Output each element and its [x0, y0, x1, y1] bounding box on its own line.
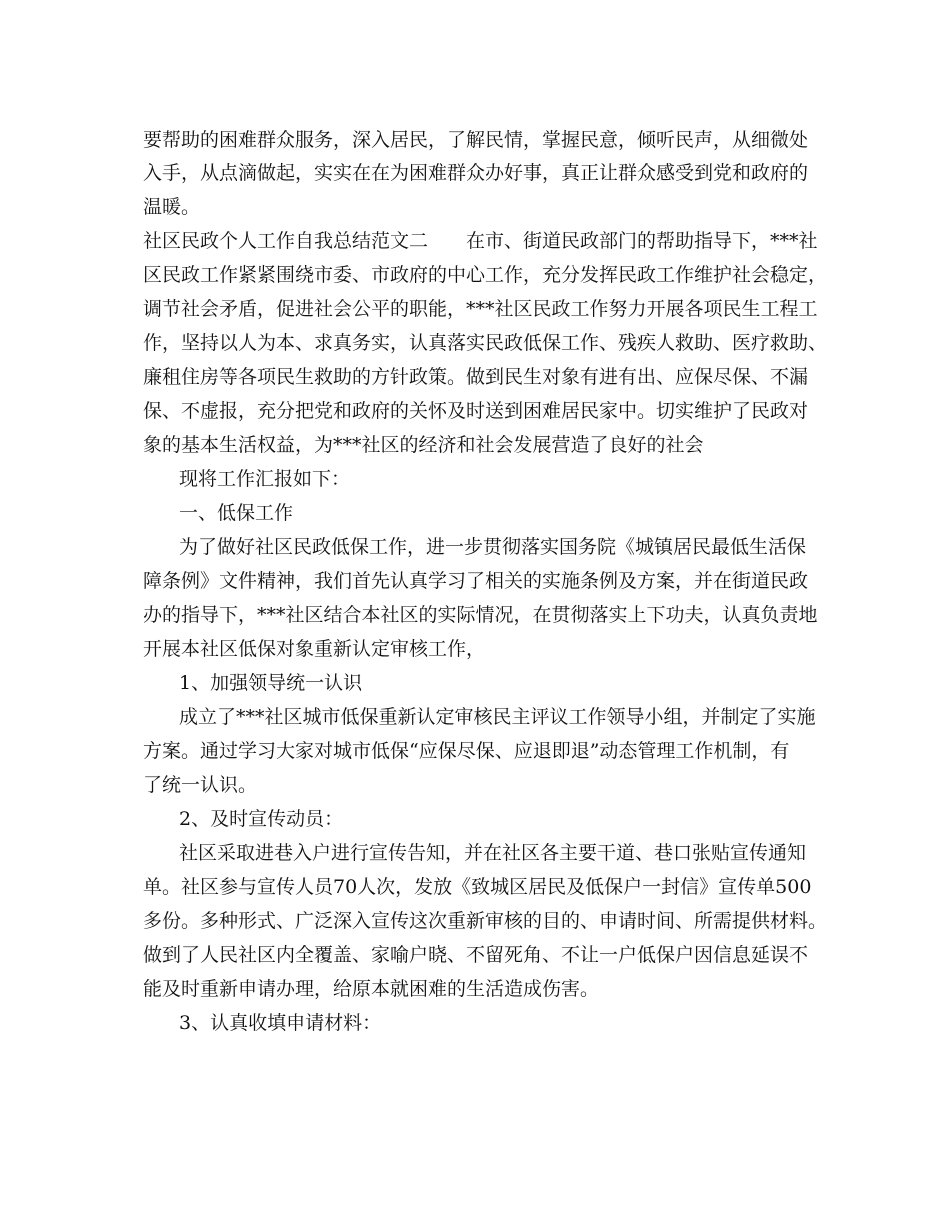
text-line: 区民政工作紧紧围绕市委、市政府的中心工作，充分发挥民政工作维护社会稳定，	[143, 264, 828, 286]
text-line: 能及时重新申请办理，给原本就困难的生活造成伤害。	[143, 978, 600, 1000]
text-line: 障条例》文件精神，我们首先认真学习了相关的实施条例及方案，并在街道民政	[143, 570, 809, 592]
paragraph-start: 成立了***社区城市低保重新认定审核民主评议工作领导小组，并制定了实施	[179, 706, 816, 728]
paragraph-start: 社区采取进巷入户进行宣传告知，并在社区各主要干道、巷口张贴宣传通知	[179, 842, 807, 864]
section-heading-line: 社区民政个人工作自我总结范文二 在市、街道民政部门的帮助指导下，***社	[143, 230, 818, 252]
text-line: 做到了人民社区内全覆盖、家喻户晓、不留死角、不让一户低保户因信息延误不	[143, 944, 809, 966]
paragraph-start: 为了做好社区民政低保工作，进一步贯彻落实国务院《城镇居民最低生活保	[179, 536, 807, 558]
text-line: 入手，从点滴做起，实实在在为困难群众办好事，真正让群众感受到党和政府的	[143, 162, 809, 184]
subsection-heading: 1、加强领导统一认识	[179, 672, 363, 694]
text-line: 单。社区参与宣传人员70人次，发放《致城区居民及低保户一封信》宣传单500	[143, 876, 812, 898]
text-line: 要帮助的困难群众服务，深入居民，了解民情，掌握民意，倾听民声，从细微处	[143, 129, 809, 151]
text-line: 保、不虚报，充分把党和政府的关怀及时送到困难居民家中。切实维护了民政对	[143, 400, 809, 422]
subsection-heading: 2、及时宣传动员：	[179, 808, 344, 830]
section-heading: 一、低保工作	[179, 502, 294, 524]
text-line: 廉租住房等各项民生救助的方针政策。做到民生对象有进有出、应保尽保、不漏	[143, 366, 809, 388]
text-line: 开展本社区低保对象重新认定审核工作，	[143, 638, 486, 660]
text-line: 调节社会矛盾，促进社会公平的职能，***社区民政工作努力开展各项民生工程工	[143, 298, 818, 320]
text-line: 作，坚持以人为本、求真务实，认真落实民政低保工作、残疾人救助、医疗救助、	[143, 332, 828, 354]
text-line: 多份。多种形式、广泛深入宣传这次重新审核的目的、申请时间、所需提供材料。	[143, 910, 828, 932]
text-line: 办的指导下，***社区结合本社区的实际情况，在贯彻落实上下功夫，认真负责地	[143, 604, 818, 626]
text-line: 了统一认识。	[143, 774, 258, 796]
text-line: 温暖。	[143, 196, 201, 218]
text-line: 象的基本生活权益，为***社区的经济和社会发展营造了良好的社会	[143, 434, 704, 456]
text-line: 现将工作汇报如下：	[179, 468, 351, 490]
text-line: 方案。通过学习大家对城市低保“应保尽保、应退即退”动态管理工作机制，有	[143, 740, 790, 762]
subsection-heading: 3、认真收填申请材料：	[179, 1012, 382, 1034]
